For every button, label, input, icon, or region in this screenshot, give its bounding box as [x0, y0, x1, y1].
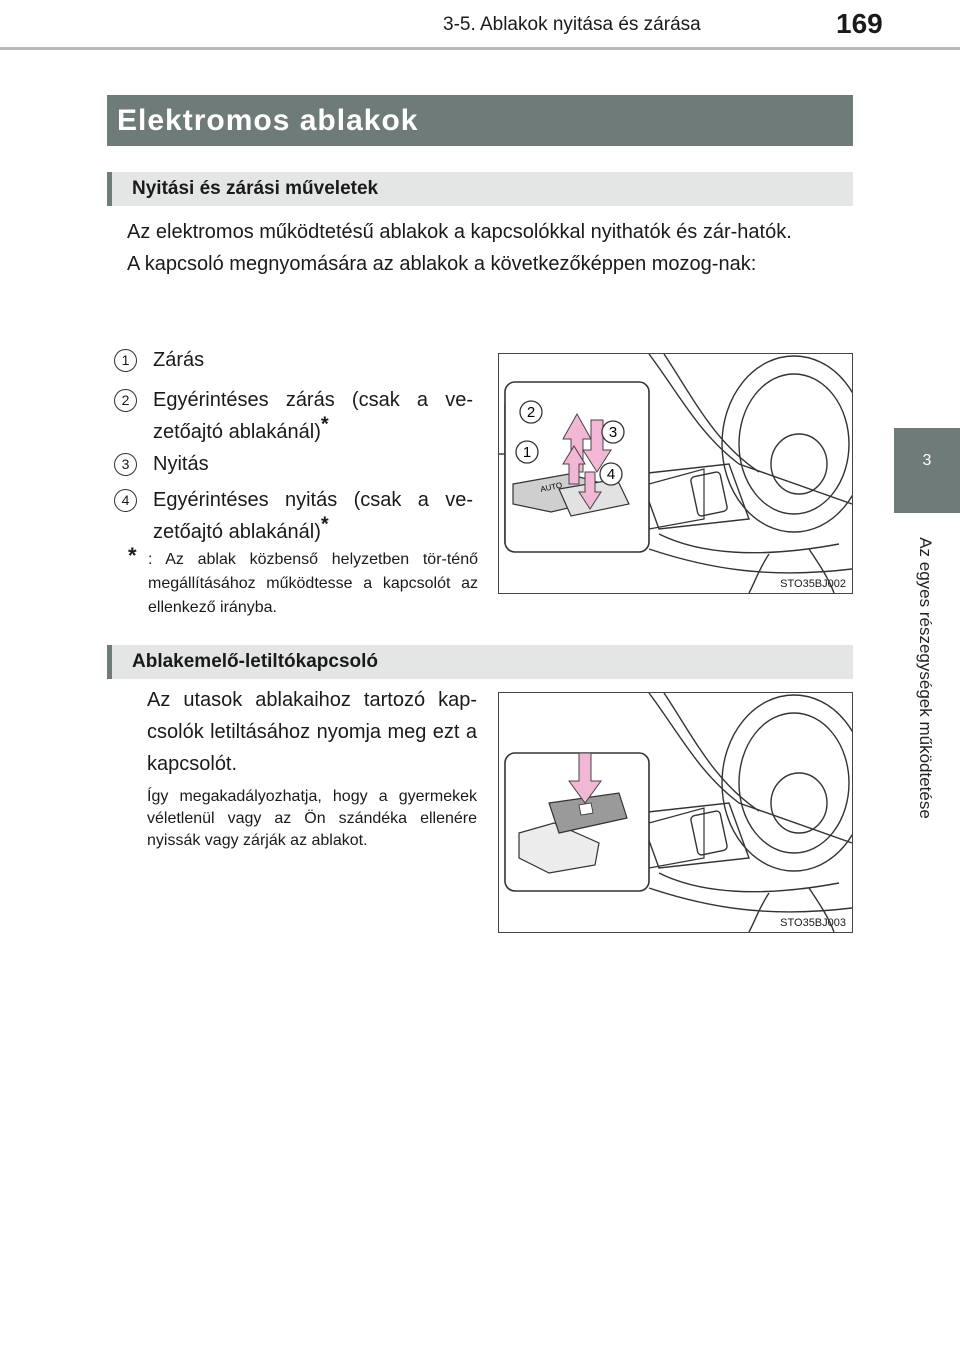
figure-code: STO35BJ002	[780, 578, 846, 590]
item-text-wrap	[153, 384, 473, 448]
main-title: Elektromos ablakok	[107, 95, 853, 146]
header-section-title: 3-5. Ablakok nyitása és zárása	[443, 14, 701, 35]
callout-1-label: 1	[522, 444, 532, 461]
figure-code: STO35BJ003	[780, 917, 846, 929]
item-number: 4	[114, 489, 137, 512]
asterisk-mark: *	[320, 513, 329, 536]
callout-4-label: 4	[606, 466, 616, 483]
item-text-wrap	[153, 484, 473, 548]
lock-switch-drawing	[499, 693, 852, 932]
chapter-number: 3	[922, 452, 932, 469]
figure-lock-switch	[498, 692, 853, 933]
callout-2-label: 2	[526, 404, 536, 421]
asterisk-mark: *	[320, 413, 329, 436]
footnote-text: : Az ablak közbenső helyzetben tör-ténő megállításához működtesse a kapcsolót az ellenkező irányba.	[148, 551, 478, 616]
item-number: 2	[114, 389, 137, 412]
intro-paragraph-2: A kapcsoló megnyomására az ablakok a következőképpen mozog-nak:	[127, 253, 757, 275]
section-title-operations: Nyitási és zárási műveletek	[107, 172, 853, 206]
chapter-caption: Az egyes részegységek működtetése	[916, 537, 935, 819]
item-number: 1	[114, 349, 137, 372]
intro-paragraph-1: Az elektromos működtetésű ablakok a kapcsolókkal nyithatók és zár-hatók.	[127, 221, 792, 243]
page-number: 169	[836, 8, 883, 39]
item-number: 3	[114, 453, 137, 476]
header-divider	[0, 47, 960, 50]
dashboard-drawing	[499, 354, 852, 593]
lock-icon	[579, 803, 593, 815]
item-text: Egyérintéses nyitás (csak a ve-zetőajtó ablakánál)	[153, 489, 473, 543]
item-text: Egyérintéses zárás (csak a ve-zetőajtó ablakánál)	[153, 389, 473, 443]
footnote-asterisk: *	[128, 543, 137, 568]
lock-switch-note: Így megakadályozhatja, hogy a gyermekek véletlenül vagy az Ön szándéka ellenére nyissák vagy zárják az ablakot.	[147, 788, 477, 849]
item-text: Zárás	[153, 349, 205, 371]
chapter-tab	[894, 428, 960, 513]
item-text: Nyitás	[153, 453, 209, 475]
section-title-lock-switch: Ablakemelő-letiltókapcsoló	[107, 645, 853, 679]
callout-3-label: 3	[608, 424, 618, 441]
figure-window-switch	[498, 353, 853, 594]
auto-label: AUTO	[539, 480, 564, 494]
intro-text	[127, 216, 853, 280]
lock-switch-paragraph: Az utasok ablakaihoz tartozó kap-csolók letiltásához nyomja meg ezt a kapcsolót.	[147, 689, 477, 775]
footnote	[128, 543, 478, 620]
